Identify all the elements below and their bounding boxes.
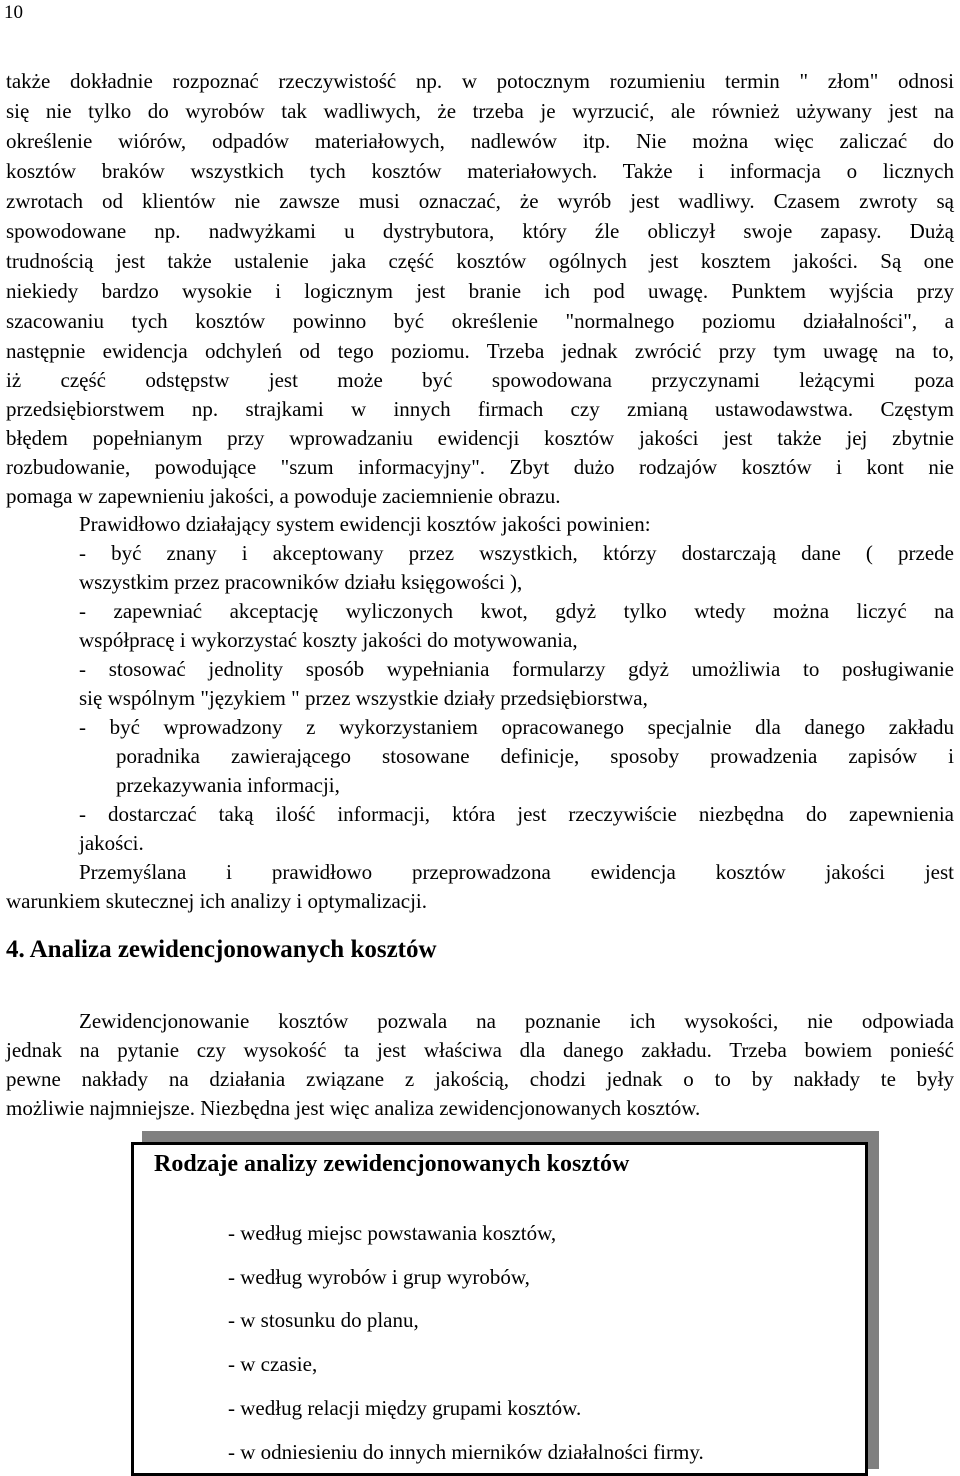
list-item: - być znany i akceptowany przez wszystkich, którzy dostarczają dane ( przede <box>79 541 954 565</box>
list-item-continuation: poradnika zawierającego stosowane definicje, sposoby prowadzenia zapisów i <box>116 744 954 768</box>
text-line: się nie tylko do wyrobów tak wadliwych, że trzeba je wyrzucić, ale również używany jest na <box>6 99 954 123</box>
box-list-item: - w stosunku do planu, <box>228 1308 419 1332</box>
list-item-continuation: wszystkim przez pracowników działu księgowości ), <box>79 570 523 594</box>
text-line: trudnością jest także ustalenie jaka część kosztów ogólnych jest kosztem jakości. Są one <box>6 249 954 273</box>
box-list-item: - według relacji między grupami kosztów. <box>228 1396 582 1420</box>
box-list-item: - w czasie, <box>228 1352 318 1376</box>
text-line: pomaga w zapewnieniu jakości, a powoduje zaciemnienie obrazu. <box>6 484 561 508</box>
text-line: błędem popełnianym przy wprowadzaniu ewidencji kosztów jakości jest także jej zbytnie <box>6 426 954 450</box>
text-line: następnie ewidencja odchyleń od tego poziomu. Trzeba jednak zwrócić przy tym uwagę na to, <box>6 339 954 363</box>
text-line: spowodowane np. nadwyżkami u dystrybutora, który źle obliczył swoje zapasy. Dużą <box>6 219 954 243</box>
section-heading: 4. Analiza zewidencjonowanych kosztów <box>6 936 437 963</box>
text-line: określenie wiórów, odpadów materiałowych, nadlewów itp. Nie można więc zaliczać do <box>6 129 954 153</box>
text-line: Przemyślana i prawidłowo przeprowadzona ewidencja kosztów jakości jest <box>79 860 954 884</box>
box-list-item: - w odniesieniu do innych mierników działalności firmy. <box>228 1440 704 1464</box>
text-line: także dokładnie rozpoznać rzeczywistość np. w potocznym rozumieniu termin " złom" odnosi <box>6 69 954 93</box>
text-line: szacowaniu tych kosztów powinno być określenie "normalnego poziomu działalności", a <box>6 309 954 333</box>
list-item: - zapewniać akceptację wyliczonych kwot, gdyż tylko wtedy można liczyć na <box>79 599 954 623</box>
list-item-continuation: jakości. <box>79 831 144 855</box>
text-line: kosztów braków wszystkich tych kosztów materiałowych. Także i informacja o licznych <box>6 159 954 183</box>
text-line: jednak na pytanie czy wysokość ta jest właściwa dla danego zakładu. Trzeba bowiem ponieść <box>6 1038 954 1062</box>
text-line: przedsiębiorstwem np. strajkami w innych firmach czy zmianą ustawodawstwa. Częstym <box>6 397 954 421</box>
text-line: Zewidencjonowanie kosztów pozwala na poznanie ich wysokości, nie odpowiada <box>79 1009 954 1033</box>
analysis-types-box <box>131 1142 868 1476</box>
list-item: - być wprowadzony z wykorzystaniem opracowanego specjalnie dla danego zakładu <box>79 715 954 739</box>
list-item-continuation: się wspólnym "językiem " przez wszystkie działy przedsiębiorstwa, <box>79 686 648 710</box>
text-line: pewne nakłady na działania związane z jakością, chodzi jednak o to by nakłady te były <box>6 1067 954 1091</box>
text-line: Prawidłowo działający system ewidencji kosztów jakości powinien: <box>79 512 651 536</box>
box-list-item: - według wyrobów i grup wyrobów, <box>228 1265 530 1289</box>
text-line: warunkiem skutecznej ich analizy i optymalizacji. <box>6 889 428 913</box>
list-item-continuation: współpracę i wykorzystać koszty jakości do motywowania, <box>79 628 578 652</box>
text-line: zwrotach od klientów nie zawsze musi oznaczać, że wyrób jest wadliwy. Czasem zwroty są <box>6 189 954 213</box>
text-line: iż część odstępstw jest może być spowodowana przyczynami leżącymi poza <box>6 368 954 392</box>
list-item: - stosować jednolity sposób wypełniania formularzy gdyż umożliwia to posługiwanie <box>79 657 954 681</box>
text-line: niekiedy bardzo wysokie i logicznym jest branie ich pod uwagę. Punktem wyjścia przy <box>6 279 954 303</box>
text-line: rozbudowanie, powodujące "szum informacyjny". Zbyt dużo rodzajów kosztów i kont nie <box>6 455 954 479</box>
box-list-item: - według miejsc powstawania kosztów, <box>228 1221 557 1245</box>
box-title: Rodzaje analizy zewidencjonowanych kosztów <box>154 1151 630 1177</box>
page-number: 10 <box>4 2 23 23</box>
list-item: - dostarczać taką ilość informacji, która jest rzeczywiście niezbędna do zapewnienia <box>79 802 954 826</box>
text-line: możliwie najmniejsze. Niezbędna jest więc analiza zewidencjonowanych kosztów. <box>6 1096 701 1120</box>
list-item-continuation: przekazywania informacji, <box>116 773 340 797</box>
